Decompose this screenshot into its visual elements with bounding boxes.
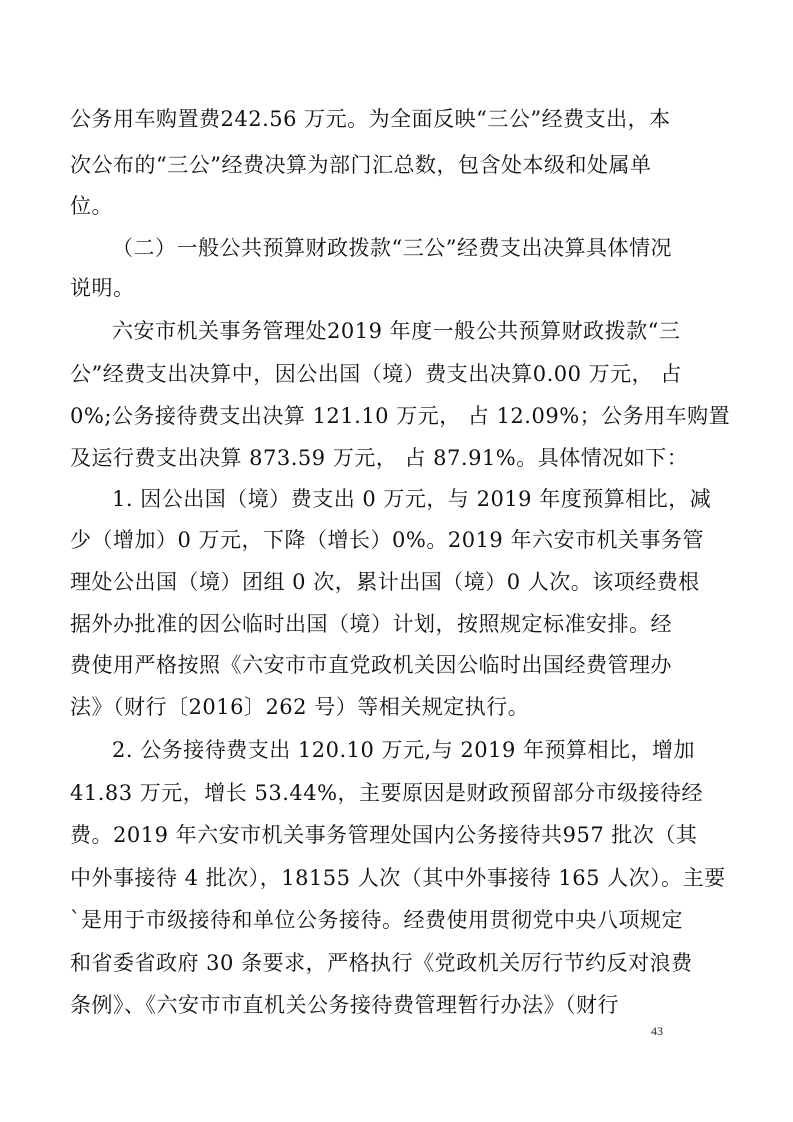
text-line: 费。2019 年六安市机关事务管理处国内公务接待共957 批次（其 bbox=[70, 823, 698, 847]
text-line: 和省委省政府 30 条要求，严格执行《党政机关厉行节约反对浪费 bbox=[70, 951, 693, 975]
text-line: 说明。 bbox=[70, 276, 135, 300]
text-line: 六安市机关事务管理处2019 年度一般公共预算财政拨款“三 bbox=[112, 319, 681, 343]
text-line: 公”经费支出决算中，因公出国（境）费支出决算0.00 万元， 占 bbox=[70, 362, 682, 386]
page-number: 43 bbox=[651, 1024, 663, 1038]
text-line: 41.83 万元，增长 53.44%，主要原因是财政预留部分市级接待经 bbox=[70, 781, 704, 805]
section-heading: （二）一般公共预算财政拨款“三公”经费支出决算具体情况 bbox=[112, 236, 672, 260]
text-line: 公务用车购置费242.56 万元。为全面反映“三公”经费支出，本 bbox=[70, 107, 671, 131]
text-line: 中外事接待 4 批次），18155 人次（其中外事接待 165 人次）。主要 bbox=[70, 866, 726, 890]
text-line: `是用于市级接待和单位公务接待。经费使用贯彻党中央八项规定 bbox=[70, 908, 683, 932]
text-line: 法》（财行〔2016〕262 号）等相关规定执行。 bbox=[70, 695, 530, 719]
text-line: 次公布的“三公”经费决算为部门汇总数，包含处本级和处属单 bbox=[70, 153, 652, 177]
text-line: 位。 bbox=[70, 194, 113, 218]
text-line: 理处公出国（境）团组 0 次，累计出国（境）0 人次。该项经费根 bbox=[70, 570, 700, 594]
text-line: 费使用严格按照《六安市市直党政机关因公临时出国经费管理办 bbox=[70, 653, 672, 677]
text-line: 少（增加）0 万元，下降（增长）0%。2019 年六安市机关事务管 bbox=[70, 528, 704, 552]
text-line: 2. 公务接待费支出 120.10 万元,与 2019 年预算相比，增加 bbox=[112, 738, 696, 762]
text-line: 及运行费支出决算 873.59 万元， 占 87.91%。具体情况如下： bbox=[70, 446, 689, 470]
text-line: 0%;公务接待费支出决算 121.10 万元， 占 12.09%；公务用车购置 bbox=[70, 404, 731, 428]
text-line: 1. 因公出国（境）费支出 0 万元，与 2019 年度预算相比，减 bbox=[112, 487, 712, 511]
text-line: 据外办批准的因公临时出国（境）计划，按照规定标准安排。经 bbox=[70, 612, 672, 636]
text-line: 条例》、《六安市市直机关公务接待费管理暂行办法》（财行 bbox=[70, 993, 619, 1017]
